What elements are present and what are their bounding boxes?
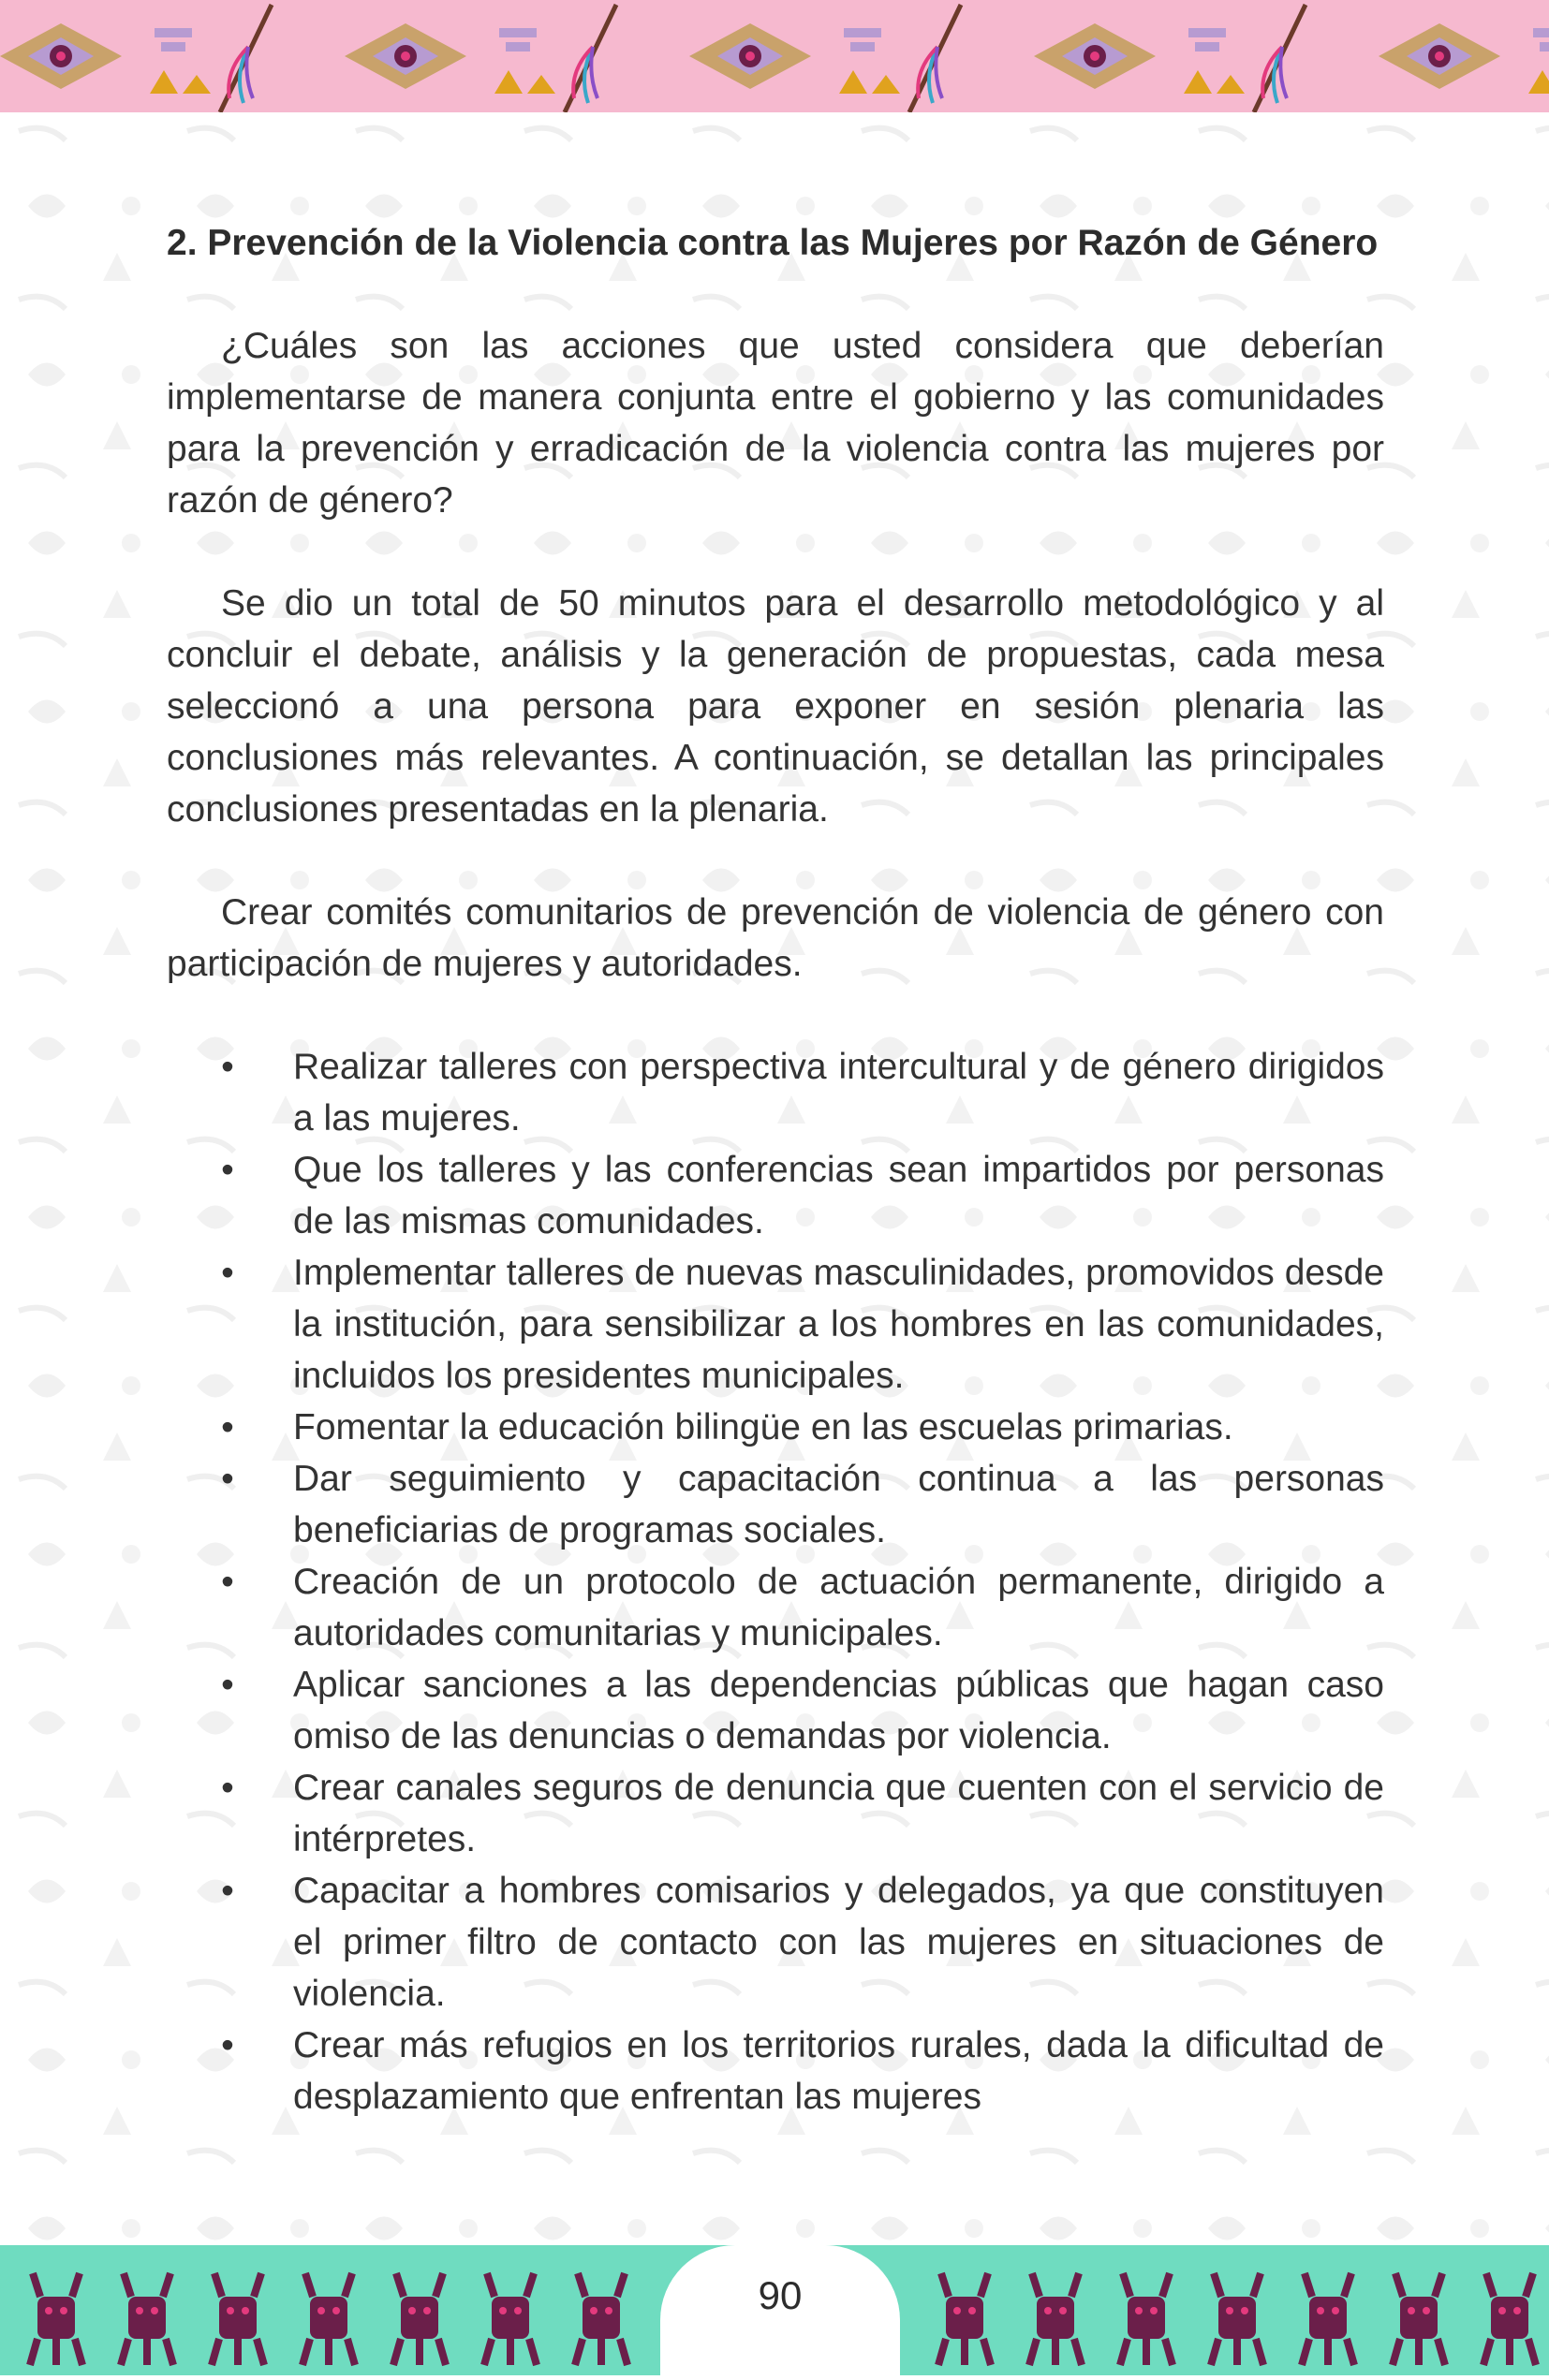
list-item [167, 1556, 1384, 1659]
bullet-icon: • [221, 1459, 234, 1499]
list-item-text: Fomentar la educación bilingüe en las escuelas primarias. [293, 1407, 1233, 1447]
embroidery-motif [689, 23, 900, 94]
list-item-text: Crear más refugios en los territorios rurales, dada la dificultad de desplazamiento que enfrentan las mujeres [293, 2025, 1384, 2117]
horned-figure-icon [1393, 2273, 1445, 2365]
embroidery-motif [345, 23, 555, 94]
bullet-icon: • [221, 1150, 234, 1190]
bullet-icon: • [221, 1665, 234, 1705]
bullet-icon: • [221, 2025, 234, 2065]
horned-figure-icon [121, 2273, 173, 2365]
list-item-text: Aplicar sanciones a las dependencias públicas que hagan caso omiso de las denuncias o demandas por violencia. [293, 1665, 1384, 1756]
horned-figure-icon [1120, 2273, 1173, 2365]
list-item [167, 1453, 1384, 1556]
list-item [167, 1659, 1384, 1762]
bullet-icon: • [221, 1253, 234, 1293]
feather-icon [565, 5, 616, 112]
list-item-text: Crear canales seguros de denuncia que cuenten con el servicio de intérpretes. [293, 1768, 1384, 1859]
bullet-icon: • [221, 1871, 234, 1911]
list-item-text: Implementar talleres de nuevas masculinidades, promovidos desde la institución, para sensibilizar a los hombres en las comunidades, incluidos los presidentes municipales. [293, 1253, 1384, 1396]
horned-figure-icon [30, 2273, 82, 2365]
embroidery-motif [0, 23, 211, 94]
list-item-text: Que los talleres y las conferencias sean impartidos por personas de las mismas comunidades. [293, 1150, 1384, 1241]
page-content [167, 217, 1384, 2123]
embroidery-motif [1379, 23, 1549, 94]
horned-figure-icon [938, 2273, 991, 2365]
feather-icon [909, 5, 961, 112]
list-item [167, 1865, 1384, 2020]
horned-figure-icon [212, 2273, 264, 2365]
section-heading: 2. Prevención de la Violencia contra las Mujeres por Razón de Género [167, 223, 1379, 263]
list-item [167, 2020, 1384, 2123]
list-item [167, 1402, 1384, 1453]
list-item [167, 1762, 1384, 1865]
list-item [167, 1144, 1384, 1247]
header-decorative-band [0, 0, 1549, 112]
horned-figure-icon [1302, 2273, 1354, 2365]
committee-paragraph: Crear comités comunitarios de prevención de violencia de género con participación de mujeres y autoridades. [167, 892, 1384, 984]
list-item-text: Realizar talleres con perspectiva intercultural y de género dirigidos a las mujeres. [293, 1047, 1384, 1139]
list-item [167, 1247, 1384, 1402]
bullet-icon: • [221, 1768, 234, 1808]
page-number: 90 [758, 2273, 803, 2317]
methodology-paragraph: Se dio un total de 50 minutos para el desarrollo metodológico y al concluir el debate, análisis y la generación de propuestas, cada mesa seleccionó a una persona para exponer en sesión plenaria las conclusiones más relevantes. A continuación, se detallan las principales conclusiones presentadas en la plenaria. [167, 583, 1384, 830]
horned-figure-icon [1483, 2273, 1536, 2365]
bullet-icon: • [221, 1407, 234, 1447]
list-item-text: Capacitar a hombres comisarios y delegados, ya que constituyen el primer filtro de contacto con las mujeres en situaciones de violencia. [293, 1871, 1384, 2014]
horned-figure-icon [393, 2273, 446, 2365]
bullet-icon: • [221, 1562, 234, 1602]
list-item-text: Creación de un protocolo de actuación permanente, dirigido a autoridades comunitarias y municipales. [293, 1562, 1384, 1653]
horned-figure-icon [1029, 2273, 1082, 2365]
feather-icon [1254, 5, 1306, 112]
horned-figure-icon [484, 2273, 537, 2365]
list-item [167, 1041, 1384, 1144]
feather-icon [220, 5, 272, 112]
conclusions-list [167, 1041, 1384, 2123]
question-paragraph: ¿Cuáles son las acciones que usted considera que deberían implementarse de manera conjunta entre el gobierno y las comunidades para la prevención y erradicación de la violencia contra las mujeres por razón de género? [167, 326, 1384, 521]
embroidery-motif [1034, 23, 1245, 94]
list-item-text: Dar seguimiento y capacitación continua a las personas beneficiarias de programas sociales. [293, 1459, 1384, 1550]
embroidery-pattern [0, 0, 1549, 112]
horned-figure-icon [302, 2273, 355, 2365]
horned-figure-icon [575, 2273, 627, 2365]
bullet-icon: • [221, 1047, 234, 1087]
horned-figure-icon [1211, 2273, 1263, 2365]
